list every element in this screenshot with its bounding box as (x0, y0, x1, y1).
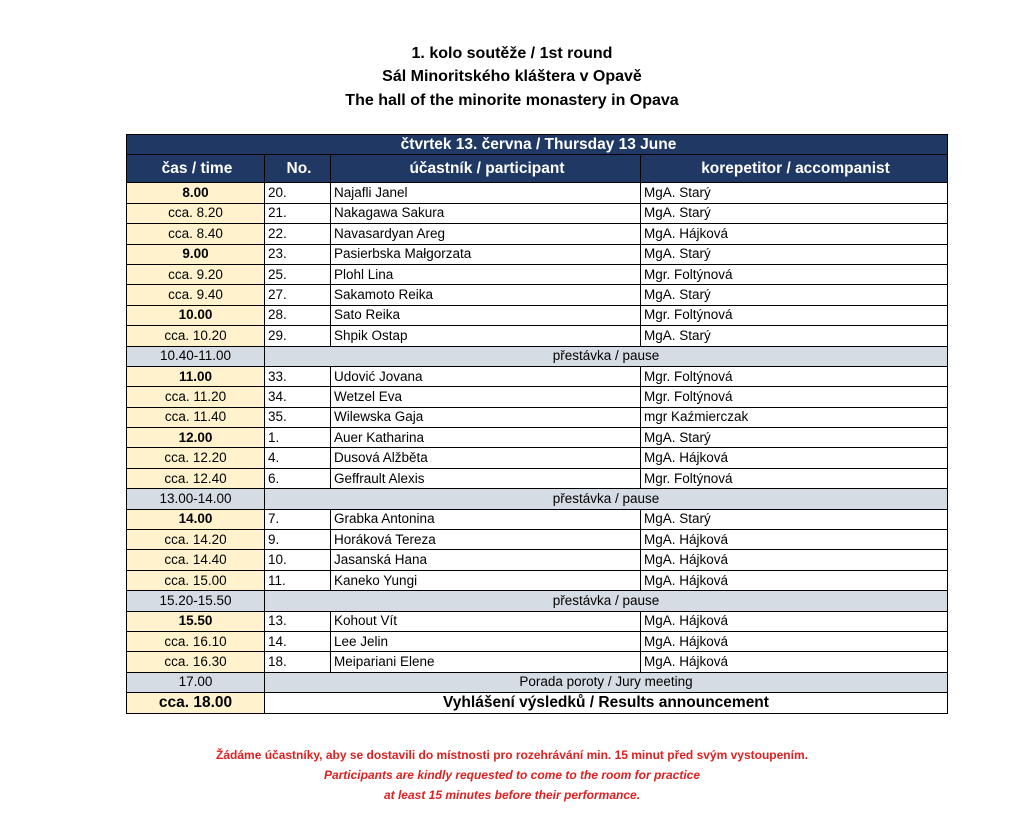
time-cell: 13.00-14.00 (127, 489, 265, 509)
participant-cell: Grabka Antonina (331, 509, 641, 529)
accompanist-cell: MgA. Hájková (641, 224, 948, 244)
participant-cell: Dusová Alžběta (331, 448, 641, 468)
time-cell: cca. 14.20 (127, 530, 265, 550)
table-row (127, 530, 948, 550)
table-row (127, 468, 948, 488)
accompanist-cell: MgA. Hájková (641, 652, 948, 672)
participant-cell: Wilewska Gaja (331, 407, 641, 427)
number-cell: 28. (265, 305, 331, 325)
participant-cell: Nakagawa Sakura (331, 203, 641, 223)
venue-title-en: The hall of the minorite monastery in Opava (345, 92, 679, 109)
pause-label: přestávka / pause (265, 591, 948, 611)
number-cell: 7. (265, 509, 331, 529)
time-cell: cca. 8.20 (127, 203, 265, 223)
number-cell: 34. (265, 387, 331, 407)
time-cell: cca. 12.40 (127, 468, 265, 488)
results-time: cca. 18.00 (127, 693, 265, 713)
schedule-table (126, 134, 948, 714)
accompanist-cell: Mgr. Foltýnová (641, 366, 948, 386)
participant-cell: Plohl Lina (331, 264, 641, 284)
time-cell: cca. 11.40 (127, 407, 265, 427)
table-row (127, 203, 948, 223)
time-cell: 9.00 (127, 244, 265, 264)
time-cell: cca. 15.00 (127, 570, 265, 590)
accompanist-cell: Mgr. Foltýnová (641, 387, 948, 407)
table-row (127, 407, 948, 427)
time-cell: 10.00 (127, 305, 265, 325)
table-row (127, 652, 948, 672)
accompanist-cell: MgA. Starý (641, 285, 948, 305)
participant-cell: Sato Reika (331, 305, 641, 325)
pause-row (127, 672, 948, 692)
table-row (127, 448, 948, 468)
participant-cell: Geffrault Alexis (331, 468, 641, 488)
number-cell: 13. (265, 611, 331, 631)
participant-cell: Pasierbska Małgorzata (331, 244, 641, 264)
time-cell: 10.40-11.00 (127, 346, 265, 366)
number-cell: 22. (265, 224, 331, 244)
table-row (127, 387, 948, 407)
number-cell: 6. (265, 468, 331, 488)
col-header-participant: účastník / participant (331, 155, 641, 183)
accompanist-cell: MgA. Starý (641, 183, 948, 203)
pause-label: Porada poroty / Jury meeting (265, 672, 948, 692)
accompanist-cell: MgA. Starý (641, 203, 948, 223)
number-cell: 9. (265, 530, 331, 550)
pause-row (127, 591, 948, 611)
accompanist-cell: MgA. Hájková (641, 570, 948, 590)
number-cell: 10. (265, 550, 331, 570)
accompanist-cell: MgA. Starý (641, 244, 948, 264)
table-row (127, 326, 948, 346)
results-text: Vyhlášení výsledků / Results announcement (265, 693, 948, 713)
time-cell: cca. 12.20 (127, 448, 265, 468)
schedule-rows (127, 183, 948, 693)
accompanist-cell: Mgr. Foltýnová (641, 305, 948, 325)
time-cell: cca. 9.40 (127, 285, 265, 305)
time-cell: cca. 14.40 (127, 550, 265, 570)
col-header-time: čas / time (127, 155, 265, 183)
table-row (127, 224, 948, 244)
time-cell: 12.00 (127, 428, 265, 448)
time-cell: cca. 16.10 (127, 631, 265, 651)
time-cell: 15.20-15.50 (127, 591, 265, 611)
number-cell: 21. (265, 203, 331, 223)
time-cell: 11.00 (127, 366, 265, 386)
participant-cell: Lee Jelin (331, 631, 641, 651)
accompanist-cell: MgA. Hájková (641, 550, 948, 570)
table-row (127, 428, 948, 448)
notice-english-2: at least 15 minutes before their performance. (383, 788, 641, 802)
accompanist-cell: MgA. Hájková (641, 631, 948, 651)
number-cell: 11. (265, 570, 331, 590)
table-row (127, 183, 948, 203)
time-cell: cca. 16.30 (127, 652, 265, 672)
schedule-date: čtvrtek 13. června / Thursday 13 June (127, 135, 948, 155)
participant-cell: Kaneko Yungi (331, 570, 641, 590)
accompanist-cell: MgA. Starý (641, 509, 948, 529)
number-cell: 18. (265, 652, 331, 672)
participant-cell: Kohout Vít (331, 611, 641, 631)
time-cell: cca. 10.20 (127, 326, 265, 346)
accompanist-cell: MgA. Hájková (641, 530, 948, 550)
accompanist-cell: MgA. Hájková (641, 448, 948, 468)
pause-row (127, 489, 948, 509)
number-cell: 25. (265, 264, 331, 284)
time-cell: 8.00 (127, 183, 265, 203)
time-cell: cca. 9.20 (127, 264, 265, 284)
table-row (127, 570, 948, 590)
number-cell: 33. (265, 366, 331, 386)
accompanist-cell: MgA. Hájková (641, 611, 948, 631)
participant-cell: Udović Jovana (331, 366, 641, 386)
time-cell: cca. 11.20 (127, 387, 265, 407)
participant-cell: Auer Katharina (331, 428, 641, 448)
participant-cell: Wetzel Eva (331, 387, 641, 407)
participant-cell: Sakamoto Reika (331, 285, 641, 305)
participant-cell: Najafli Janel (331, 183, 641, 203)
accompanist-cell: mgr Kaźmierczak (641, 407, 948, 427)
table-row (127, 631, 948, 651)
number-cell: 1. (265, 428, 331, 448)
number-cell: 20. (265, 183, 331, 203)
pause-label: přestávka / pause (265, 489, 948, 509)
number-cell: 29. (265, 326, 331, 346)
col-header-no: No. (265, 155, 331, 183)
participant-cell: Meipariani Elene (331, 652, 641, 672)
number-cell: 27. (265, 285, 331, 305)
table-row (127, 264, 948, 284)
results-row (127, 693, 948, 713)
round-title: 1. kolo soutěže / 1st round (411, 45, 613, 62)
table-row (127, 509, 948, 529)
time-cell: 17.00 (127, 672, 265, 692)
venue-title-cz: Sál Minoritského kláštera v Opavě (382, 68, 642, 85)
pause-label: přestávka / pause (265, 346, 948, 366)
participant-cell: Horáková Tereza (331, 530, 641, 550)
time-cell: cca. 8.40 (127, 224, 265, 244)
accompanist-cell: MgA. Starý (641, 428, 948, 448)
table-row (127, 611, 948, 631)
accompanist-cell: MgA. Starý (641, 326, 948, 346)
time-cell: 15.50 (127, 611, 265, 631)
time-cell: 14.00 (127, 509, 265, 529)
pause-row (127, 346, 948, 366)
table-row (127, 285, 948, 305)
participant-cell: Jasanská Hana (331, 550, 641, 570)
accompanist-cell: Mgr. Foltýnová (641, 264, 948, 284)
accompanist-cell: Mgr. Foltýnová (641, 468, 948, 488)
notice-czech: Žádáme účastníky, aby se dostavili do místnosti pro rozehrávání min. 15 minut před svým vystoupením. (216, 748, 808, 762)
participant-cell: Shpik Ostap (331, 326, 641, 346)
notice-english-1: Participants are kindly requested to come to the room for practice (323, 768, 701, 782)
number-cell: 14. (265, 631, 331, 651)
participant-cell: Navasardyan Areg (331, 224, 641, 244)
table-row (127, 305, 948, 325)
number-cell: 4. (265, 448, 331, 468)
table-row (127, 244, 948, 264)
table-row (127, 366, 948, 386)
number-cell: 23. (265, 244, 331, 264)
number-cell: 35. (265, 407, 331, 427)
table-row (127, 550, 948, 570)
col-header-accompanist: korepetitor / accompanist (641, 155, 948, 183)
